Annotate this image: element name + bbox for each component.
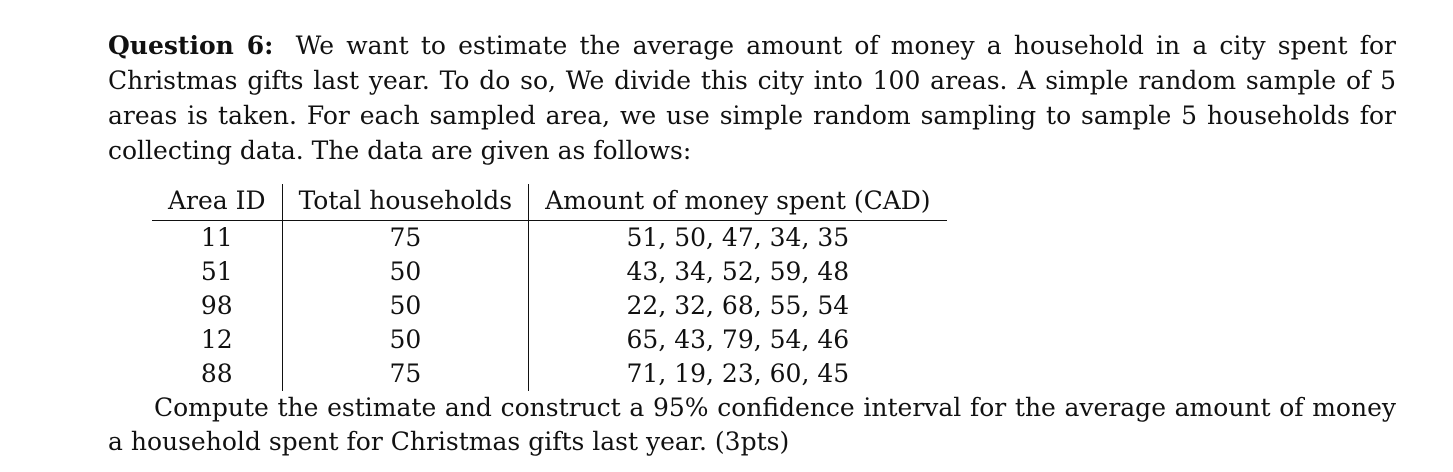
table-row [152,289,947,323]
cell-amount-spent: 43, 34, 52, 59, 48 [529,255,947,289]
table-row [152,357,947,391]
header-total-households: Total households [282,184,529,221]
table-row [152,255,947,289]
header-area-id: Area ID [152,184,282,221]
cell-total-households: 50 [282,255,529,289]
table-row [152,221,947,256]
cell-total-households: 75 [282,357,529,391]
document-page [108,28,1396,459]
cell-area-id: 11 [200,223,233,252]
cell-amount-spent: 51, 50, 47, 34, 35 [529,221,947,256]
header-amount-spent: Amount of money spent (CAD) [529,184,947,221]
cell-total-households: 75 [282,221,529,256]
cell-amount-spent: 22, 32, 68, 55, 54 [529,289,947,323]
cell-area-id: 98 [200,291,233,320]
data-table [152,184,947,391]
table-row [152,323,947,357]
cell-total-households: 50 [282,289,529,323]
question-label: Question 6: [108,31,274,60]
question-paragraph [108,28,1396,168]
task-instructions: Compute the estimate and construct a 95% confidence interval for the average amount of money a household spent for Christmas gifts last year. (3pts) [108,393,1396,456]
cell-area-id: 51 [200,257,233,286]
table-header-row [152,184,947,221]
cell-amount-spent: 71, 19, 23, 60, 45 [529,357,947,391]
cell-total-households: 50 [282,323,529,357]
cell-area-id: 88 [200,359,233,388]
cell-amount-spent: 65, 43, 79, 54, 46 [529,323,947,357]
cell-area-id: 12 [200,325,233,354]
question-text: We want to estimate the average amount of money a household in a city spent for Christmas gifts last year. To do so, We divide this city into 100 areas. A simple random sample of 5 areas is taken. For each sampled area, we use simple random sampling to sample 5 households for collecting data. The data are given as follows: [108,31,1396,165]
